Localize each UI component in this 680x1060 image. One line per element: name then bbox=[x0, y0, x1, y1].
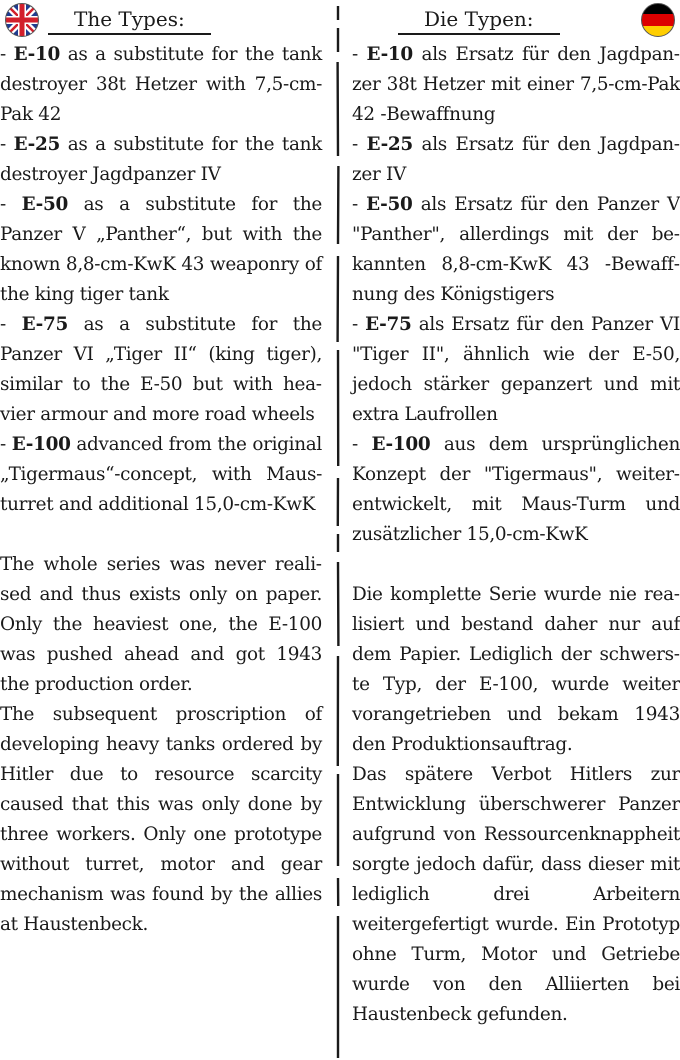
type-item-e50: - E-50 als Ersatz für den Panzer V "Panther", allerdings mit der bekannten 8,8-cm-KwK 43 -Bewaffnung des Königstigers bbox=[352, 194, 680, 305]
german-title: Die Typen: bbox=[398, 6, 560, 35]
type-item-e50: - E-50 as a substitute for the Panzer V „Panther“, but with the known 8,8-cm-KwK 43 weaponry of the king tiger tank bbox=[0, 194, 323, 305]
type-description: als Ersatz für den Panzer VI "Tiger II", ähnlich wie der E-50, jedoch stärker gepanzert und mit extra Laufrollen bbox=[352, 314, 680, 425]
type-item-e25: - E-25 als Ersatz für den Jagdpanzer IV bbox=[352, 134, 680, 185]
type-item-e25: - E-25 as a substitute for the tank destroyer Jagdpanzer IV bbox=[0, 134, 322, 185]
english-paragraph-1: The whole series was never realised and thus exists only on paper. Only the heaviest one, the E-100 was pushed ahead and got 1943 the production order. bbox=[0, 554, 322, 695]
type-name: E-75 bbox=[21, 314, 68, 335]
column-divider bbox=[336, 6, 340, 1058]
type-description: als Ersatz für den Panzer V "Panther", allerdings mit der bekannten 8,8-cm-KwK 43 -Bewaffnung des Königstigers bbox=[352, 194, 680, 305]
type-description: as a substitute for the tank destroyer 38t Hetzer with 7,5-cm-Pak 42 bbox=[0, 44, 322, 125]
type-name: E-25 bbox=[13, 134, 60, 155]
german-column bbox=[352, 0, 680, 1030]
type-description: als Ersatz für den Jagdpanzer IV bbox=[352, 134, 680, 185]
english-header bbox=[0, 0, 322, 40]
type-name: E-50 bbox=[366, 194, 413, 215]
type-description: als Ersatz für den Jagdpanzer 38t Hetzer mit einer 7,5-cm-Pak 42 -Bewaffnung bbox=[352, 44, 680, 125]
type-name: E-25 bbox=[366, 134, 413, 155]
type-description: as a substitute for the Panzer V „Panther“, but with the known 8,8-cm-KwK 43 weaponry of the king tiger tank bbox=[0, 194, 323, 305]
german-paragraph-2: Das spätere Verbot Hitlers zur Entwicklung überschwerer Panzer aufgrund von Ressourcenknappheit sorgte jedoch dafür, dass dieser mit lediglich drei Arbeitern weitergefertigt wurde. Ein Prototyp ohne Turm, Motor und Getriebe wurde von den Alliierten bei Haustenbeck gefunden. bbox=[352, 764, 680, 1025]
type-description: as a substitute for the tank destroyer Jagdpanzer IV bbox=[0, 134, 322, 185]
type-item-e75: - E-75 als Ersatz für den Panzer VI "Tiger II", ähnlich wie der E-50, jedoch stärker gepanzert und mit extra Laufrollen bbox=[352, 314, 680, 425]
type-item-e75: - E-75 as a substitute for the Panzer VI „Tiger II“ (king tiger), similar to the E-50 but with heavier armour and more road wheels bbox=[0, 314, 323, 425]
germany-flag-icon bbox=[640, 2, 676, 38]
english-type-list bbox=[0, 40, 322, 520]
type-item-e100: - E-100 aus dem ursprünglichen Konzept der "Tigermaus", weiterentwickelt, mit Maus-Turm und zusätzlicher 15,0-cm-KwK bbox=[352, 434, 680, 545]
german-paragraph-1: Die komplette Serie wurde nie realisiert und bestand daher nur auf dem Papier. Lediglich der schwerste Typ, der E-100, wurde weiter vorangetrieben und bekam 1943 den Produktionsauftrag. bbox=[352, 584, 680, 755]
type-item-e10: - E-10 as a substitute for the tank destroyer 38t Hetzer with 7,5-cm-Pak 42 bbox=[0, 44, 322, 125]
type-name: E-10 bbox=[13, 44, 60, 65]
type-description: aus dem ursprünglichen Konzept der "Tigermaus", weiterentwickelt, mit Maus-Turm und zusätzlicher 15,0-cm-KwK bbox=[352, 434, 680, 545]
type-name: E-100 bbox=[11, 434, 71, 455]
english-title: The Types: bbox=[48, 6, 211, 35]
type-item-e10: - E-10 als Ersatz für den Jagdpanzer 38t Hetzer mit einer 7,5-cm-Pak 42 -Bewaffnung bbox=[352, 44, 680, 125]
type-description: as a substitute for the Panzer VI „Tiger II“ (king tiger), similar to the E-50 but with heavier armour and more road wheels bbox=[0, 314, 323, 425]
type-description: advanced from the original „Tigermaus“-concept, with Maus-turret and additional 15,0-cm-KwK bbox=[0, 434, 323, 515]
type-name: E-10 bbox=[366, 44, 413, 65]
type-name: E-50 bbox=[21, 194, 68, 215]
type-name: E-75 bbox=[365, 314, 412, 335]
english-paragraph-2: The subsequent proscription of developing heavy tanks ordered by Hitler due to resource scarcity caused that this was only done by three workers. Only one prototype without turret, motor and gear mechanism was found by the allies at Haustenbeck. bbox=[0, 704, 322, 935]
type-item-e100: - E-100 advanced from the original „Tigermaus“-concept, with Maus-turret and additional 15,0-cm-KwK bbox=[0, 434, 323, 515]
german-type-list bbox=[352, 40, 680, 550]
uk-flag-icon bbox=[4, 2, 40, 38]
english-column bbox=[0, 0, 322, 940]
type-name: E-100 bbox=[371, 434, 431, 455]
german-header bbox=[352, 0, 680, 40]
